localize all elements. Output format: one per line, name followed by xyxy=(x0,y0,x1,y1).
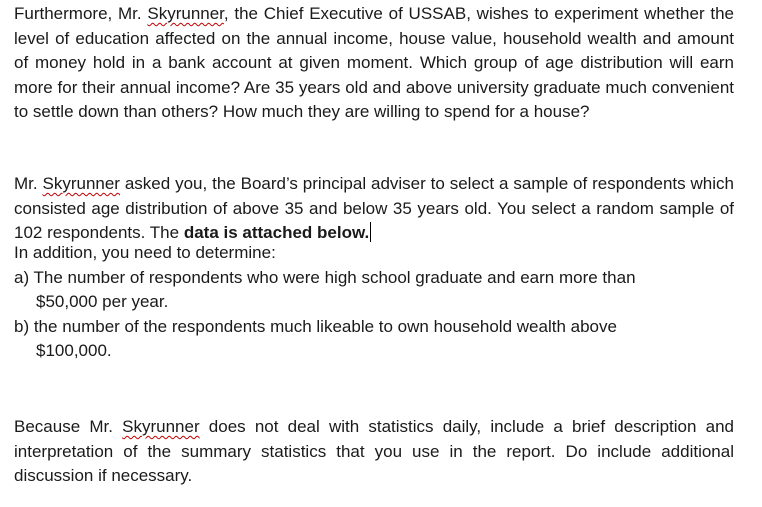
list-item-a: a) The number of respondents who were high school graduate and earn more than xyxy=(14,267,636,287)
paragraph-intro xyxy=(14,2,734,125)
misspelled-name: Skyrunner xyxy=(147,4,224,23)
text-run: does not deal with statistics daily, include a brief description and interpretation of the summary statistics that you use in the report. Do include additional discussion if necessary. xyxy=(14,417,734,485)
list-item-b-continued: $100,000. xyxy=(36,341,112,360)
requirements-intro: In addition, you need to determine: xyxy=(14,243,276,262)
text-run: Because Mr. xyxy=(14,417,123,436)
misspelled-name: Skyrunner xyxy=(42,174,120,193)
bold-text: data is attached below. xyxy=(183,223,370,242)
text-run: asked you, the Board’s principal adviser to select a sample of respondents which consisted age distribution of above 35 and below 35 years old. You select a random sample of 102 respondents. The xyxy=(14,174,734,242)
text-run: Furthermore, Mr. xyxy=(14,4,148,23)
misspelled-name: Skyrunner xyxy=(122,417,200,436)
text-cursor[interactable] xyxy=(370,222,371,242)
paragraph-closing xyxy=(14,415,734,489)
paragraph-requirements xyxy=(14,241,734,364)
paragraph-sample xyxy=(14,172,734,246)
text-run: Mr. xyxy=(14,174,43,193)
list-item-a-continued: $50,000 per year. xyxy=(36,292,169,311)
text-run: , the Chief Executive of USSAB, wishes to experiment whether the level of education affected on the annual income, house value, household wealth and amount of money hold in a bank account at given moment. Which group of age distribution will earn more for their annual income? Are 35 years old and above university graduate much convenient to settle down than others? How much they are willing to spend for a house? xyxy=(14,4,734,121)
list-item-b: b) the number of the respondents much likeable to own household wealth above xyxy=(14,316,617,336)
